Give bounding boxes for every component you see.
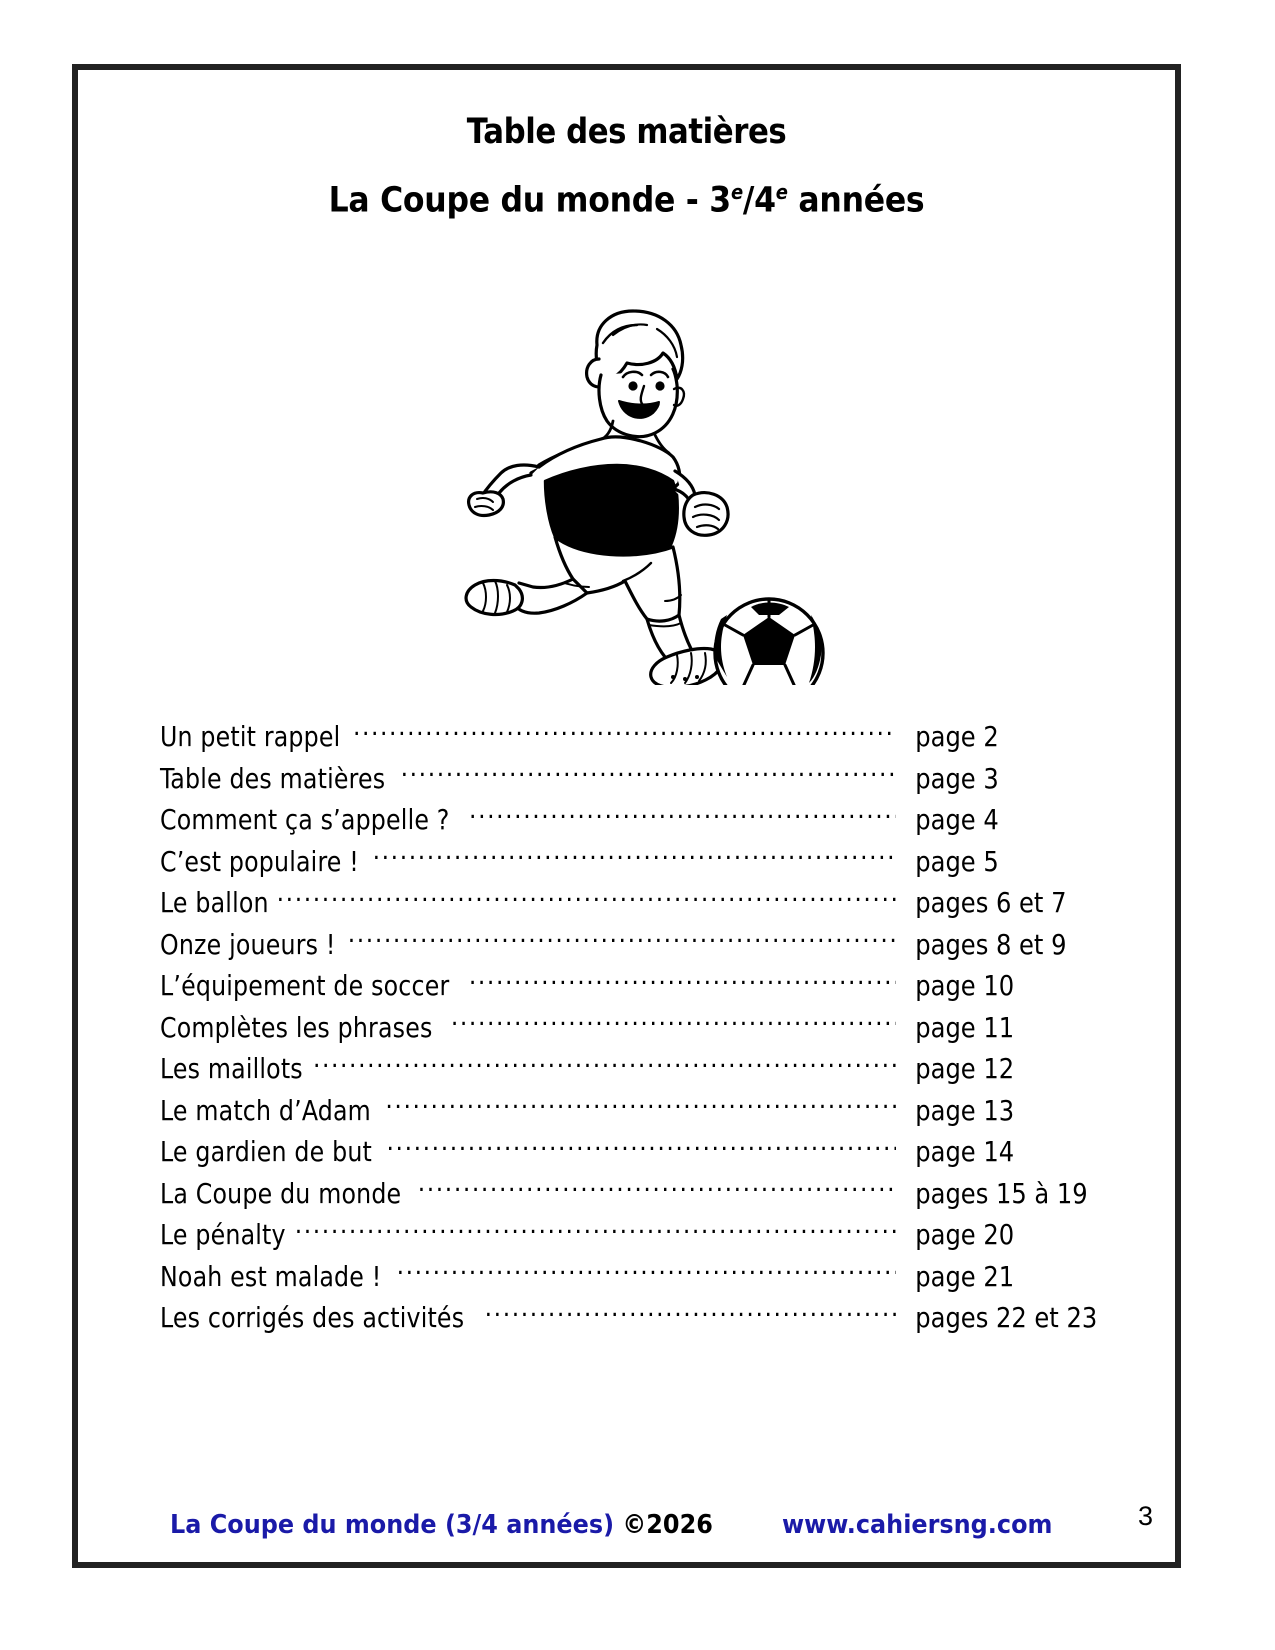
toc-entry-page: page 21 (915, 1259, 1015, 1293)
toc-entry-page: page 14 (915, 1135, 1015, 1168)
subtitle-middle: /4 (742, 180, 776, 221)
table-of-contents (160, 718, 1110, 1341)
toc-entry-label: Le gardien de but (160, 1135, 372, 1168)
toc-entry-label: La Coupe du monde (160, 1176, 402, 1210)
toc-entry-label: Le match d’Adam (160, 1093, 371, 1127)
dot-leader (348, 926, 896, 954)
page-headings (78, 112, 1175, 221)
toc-entry-label: Complètes les phrases (160, 1010, 433, 1044)
toc-row[interactable] (160, 801, 1110, 843)
toc-row[interactable] (160, 1009, 1110, 1051)
toc-entry-page: page 4 (915, 803, 999, 836)
dot-leader (313, 1050, 896, 1078)
footer-title: La Coupe du monde (3/4 années) (170, 1510, 623, 1540)
toc-row[interactable] (160, 1216, 1110, 1258)
dot-leader (469, 967, 896, 995)
toc-row[interactable] (160, 760, 1110, 802)
footer-website[interactable]: www.cahiersng.com (782, 1510, 1053, 1540)
toc-row[interactable] (160, 926, 1110, 968)
page-subtitle (133, 180, 1120, 221)
dot-leader (401, 760, 896, 788)
dot-leader (277, 884, 896, 912)
toc-row[interactable] (160, 1258, 1110, 1300)
page-border-frame (72, 64, 1181, 1568)
toc-entry-label: Les corrigés des activités (160, 1301, 465, 1334)
toc-entry-label: Comment ça s’appelle ? (160, 803, 450, 836)
toc-row[interactable] (160, 843, 1110, 885)
subtitle-exponent-1: e (730, 180, 743, 204)
subtitle-prefix: La Coupe du monde - 3 (328, 180, 731, 221)
toc-entry-label: L’équipement de soccer (160, 969, 450, 1002)
dot-leader (295, 1216, 896, 1244)
dot-leader (397, 1258, 896, 1286)
toc-entry-label: Onze joueurs ! (160, 927, 336, 961)
toc-entry-page: page 13 (915, 1093, 1015, 1127)
page-footer (78, 1498, 1175, 1544)
toc-entry-page: page 20 (915, 1218, 1015, 1251)
dot-leader (387, 1133, 896, 1161)
toc-entry-page: page 10 (915, 969, 1015, 1002)
toc-entry-label: Table des matières (160, 761, 386, 795)
page-number: 3 (1137, 1501, 1153, 1531)
toc-entry-page: page 5 (915, 844, 999, 878)
toc-row[interactable] (160, 884, 1110, 926)
footer-title-copyright (170, 1510, 713, 1540)
footer-copyright: ©2026 (622, 1510, 713, 1540)
toc-entry-page: page 12 (915, 1052, 1015, 1085)
toc-row[interactable] (160, 1133, 1110, 1175)
toc-entry-page: pages 8 et 9 (915, 927, 1067, 961)
toc-entry-page: pages 6 et 7 (915, 886, 1067, 919)
toc-entry-page: page 3 (915, 761, 999, 795)
toc-row[interactable] (160, 1299, 1110, 1341)
subtitle-suffix: années (787, 180, 925, 221)
dot-leader (373, 843, 896, 871)
page-title: Table des matières (466, 112, 787, 152)
toc-entry-page: pages 22 et 23 (915, 1301, 1098, 1334)
toc-entry-label: Un petit rappel (160, 720, 341, 753)
toc-entry-page: pages 15 à 19 (915, 1176, 1088, 1210)
toc-entry-page: page 11 (915, 1010, 1015, 1044)
toc-row[interactable] (160, 1092, 1110, 1134)
toc-row[interactable] (160, 1175, 1110, 1217)
toc-entry-label: C’est populaire ! (160, 844, 359, 878)
soccer-ball (714, 599, 823, 685)
toc-row[interactable] (160, 1050, 1110, 1092)
dot-leader (353, 718, 896, 746)
dot-leader (469, 801, 896, 829)
dot-leader (418, 1175, 896, 1203)
dot-leader (385, 1092, 896, 1120)
toc-entry-label: Noah est malade ! (160, 1259, 382, 1293)
toc-entry-label: Le pénalty (160, 1218, 286, 1251)
toc-row[interactable] (160, 718, 1110, 760)
subtitle-exponent-2: e (775, 180, 788, 204)
soccer-player-illustration (427, 285, 827, 685)
dot-leader (485, 1299, 896, 1327)
toc-entry-label: Le ballon (160, 886, 269, 919)
toc-entry-page: page 2 (915, 720, 999, 753)
toc-entry-label: Les maillots (160, 1052, 303, 1085)
dot-leader (451, 1009, 896, 1037)
toc-row[interactable] (160, 967, 1110, 1009)
